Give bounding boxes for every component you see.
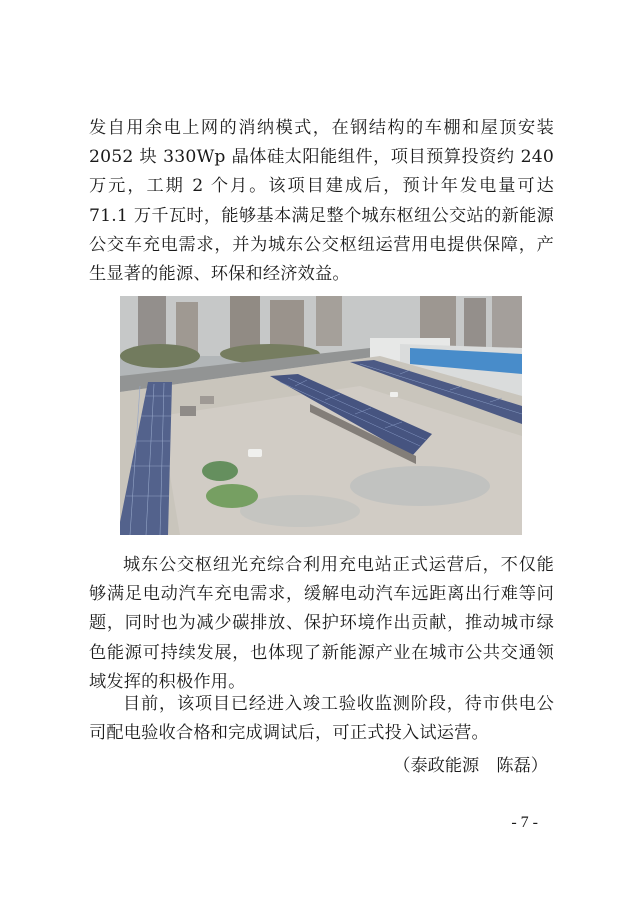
body-paragraph-status: 目前，该项目已经进入竣工验收监测阶段，待市供电公司配电验收合格和完成调试后，可正式投入试运营。 bbox=[89, 694, 554, 744]
body-paragraph-benefits: 城东公交枢纽光充综合利用充电站正式运营后，不仅能够满足电动汽车充电需求，缓解电动汽车远距离出行难等问题，同时也为减少碳排放、保护环境作出贡献，推动城市绿色能源可持续发展，也体现了新能源产业在城市公共交通领域发挥的积极作用。 bbox=[89, 555, 554, 692]
body-paragraph-project-details: 发自用余电上网的消纳模式，在钢结构的车棚和屋顶安装 2052 块 330Wp 晶体硅太阳能组件，项目预算投资约 240 万元，工期 2 个月。该项目建成后，预计年发电量可达 71.1 万千瓦时，能够基本满足整个城东枢纽公交站的新能源公交车充电需求，并为城东公交枢纽运营用电提供保障，产生显著的能源、环保和经济效益。 bbox=[89, 118, 554, 285]
solar-charging-station-photo bbox=[120, 296, 522, 535]
author-signature: （泰政能源 陈磊） bbox=[393, 756, 548, 776]
page-number: - 7 - bbox=[511, 814, 538, 831]
